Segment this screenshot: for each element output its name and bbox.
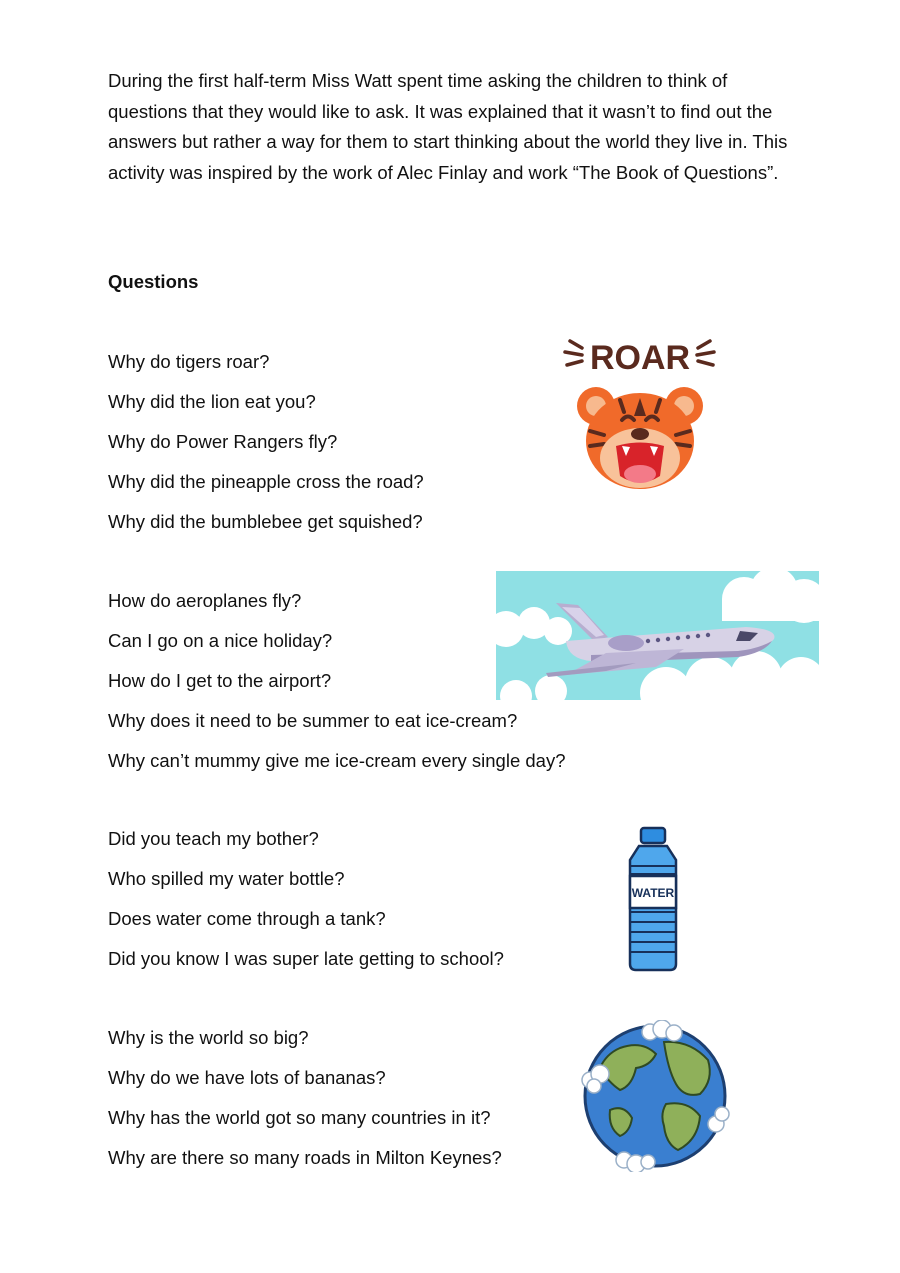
question-item: Why do tigers roar? <box>108 351 270 372</box>
question-item: Why are there so many roads in Milton Keynes? <box>108 1147 502 1168</box>
question-item: Who spilled my water bottle? <box>108 868 345 889</box>
roar-text: ROAR <box>589 339 691 377</box>
question-group-water <box>108 826 504 986</box>
question-item: Did you know I was super late getting to school? <box>108 948 504 969</box>
question-item: Why has the world got so many countries in it? <box>108 1107 491 1128</box>
question-item: How do I get to the airport? <box>108 670 332 691</box>
question-item: Why did the bumblebee get squished? <box>108 511 423 532</box>
section-heading: Questions <box>108 271 199 292</box>
question-item: Why did the lion eat you? <box>108 391 316 412</box>
intro-paragraph: During the first half-term Miss Watt spent time asking the children to think of questions that they would like to ask. It was explained that it wasn’t to find out the answers but rather a way for them to start thinking about the world they live in. This activity was inspired by the work of Alec Finlay and work “The Book of Questions”. <box>108 70 788 183</box>
question-group-animals <box>108 349 424 549</box>
bottle-label: WATER <box>631 886 675 900</box>
question-item: How do aeroplanes fly? <box>108 590 302 611</box>
aeroplane-icon <box>496 571 819 700</box>
question-item: Why is the world so big? <box>108 1027 309 1048</box>
question-item: Can I go on a nice holiday? <box>108 630 333 651</box>
question-item: Why do Power Rangers fly? <box>108 431 338 452</box>
question-item: Why does it need to be summer to eat ice-cream? <box>108 710 518 731</box>
water-bottle-icon <box>624 826 682 972</box>
question-group-world <box>108 1025 502 1185</box>
tiger-roar-icon <box>560 336 720 496</box>
question-item: Did you teach my bother? <box>108 828 319 849</box>
question-item: Why do we have lots of bananas? <box>108 1067 386 1088</box>
question-item: Why can’t mummy give me ice-cream every single day? <box>108 750 566 771</box>
globe-icon <box>580 1020 730 1172</box>
question-item: Why did the pineapple cross the road? <box>108 471 424 492</box>
question-item: Does water come through a tank? <box>108 908 386 929</box>
